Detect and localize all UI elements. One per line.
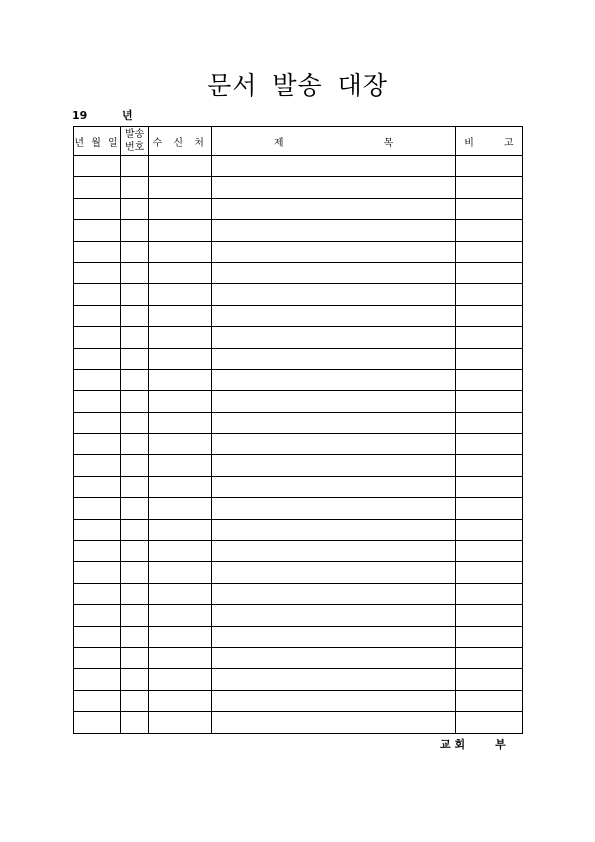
date-cell — [74, 262, 121, 283]
table-row — [74, 284, 523, 305]
number-cell — [121, 220, 149, 241]
number-cell — [121, 498, 149, 519]
number-cell — [121, 177, 149, 198]
number-cell — [121, 669, 149, 690]
number-cell — [121, 156, 149, 177]
date-cell — [74, 476, 121, 497]
number-cell — [121, 305, 149, 326]
header-note-right: 고 — [503, 137, 514, 149]
table-row — [74, 434, 523, 455]
date-cell — [74, 647, 121, 668]
date-cell — [74, 562, 121, 583]
header-recipient: 수 신 처 — [149, 127, 212, 156]
header-number-line2: 번호 — [124, 142, 145, 153]
subject-cell — [212, 391, 456, 412]
table-row — [74, 327, 523, 348]
number-cell — [121, 327, 149, 348]
table-row — [74, 647, 523, 668]
recipient-cell — [149, 583, 212, 604]
table-row — [74, 712, 523, 733]
recipient-cell — [149, 305, 212, 326]
note-cell — [455, 455, 522, 476]
number-cell — [121, 583, 149, 604]
note-cell — [455, 647, 522, 668]
note-cell — [455, 262, 522, 283]
note-cell — [455, 690, 522, 711]
number-cell — [121, 690, 149, 711]
header-subject-left: 제 — [273, 137, 284, 149]
subject-cell — [212, 198, 456, 219]
table-row — [74, 605, 523, 626]
subject-cell — [212, 562, 456, 583]
date-cell — [74, 669, 121, 690]
subject-cell — [212, 177, 456, 198]
note-cell — [455, 498, 522, 519]
recipient-cell — [149, 562, 212, 583]
subject-cell — [212, 284, 456, 305]
dispatch-ledger-table — [73, 126, 523, 734]
subject-cell — [212, 605, 456, 626]
date-cell — [74, 391, 121, 412]
date-cell — [74, 712, 121, 733]
recipient-cell — [149, 327, 212, 348]
number-cell — [121, 455, 149, 476]
note-cell — [455, 541, 522, 562]
number-cell — [121, 262, 149, 283]
header-note — [455, 127, 522, 156]
subject-cell — [212, 262, 456, 283]
number-cell — [121, 198, 149, 219]
recipient-cell — [149, 156, 212, 177]
note-cell — [455, 626, 522, 647]
footer-church: 교 회 — [440, 738, 466, 751]
recipient-cell — [149, 391, 212, 412]
subject-cell — [212, 669, 456, 690]
table-row — [74, 519, 523, 540]
subject-cell — [212, 712, 456, 733]
subject-cell — [212, 519, 456, 540]
date-cell — [74, 519, 121, 540]
table-row — [74, 220, 523, 241]
number-cell — [121, 519, 149, 540]
note-cell — [455, 327, 522, 348]
date-cell — [74, 220, 121, 241]
note-cell — [455, 241, 522, 262]
recipient-cell — [149, 647, 212, 668]
table-row — [74, 391, 523, 412]
date-cell — [74, 412, 121, 433]
recipient-cell — [149, 498, 212, 519]
note-cell — [455, 605, 522, 626]
header-subject-right: 목 — [383, 137, 394, 149]
table-row — [74, 583, 523, 604]
date-cell — [74, 498, 121, 519]
table-row — [74, 455, 523, 476]
number-cell — [121, 626, 149, 647]
header-subject — [212, 127, 456, 156]
recipient-cell — [149, 690, 212, 711]
subject-cell — [212, 498, 456, 519]
table-row — [74, 156, 523, 177]
date-cell — [74, 305, 121, 326]
date-cell — [74, 626, 121, 647]
number-cell — [121, 647, 149, 668]
note-cell — [455, 198, 522, 219]
date-cell — [74, 156, 121, 177]
date-cell — [74, 583, 121, 604]
date-cell — [74, 455, 121, 476]
number-cell — [121, 541, 149, 562]
date-cell — [74, 541, 121, 562]
subject-cell — [212, 476, 456, 497]
number-cell — [121, 241, 149, 262]
table-row — [74, 177, 523, 198]
subject-cell — [212, 434, 456, 455]
number-cell — [121, 391, 149, 412]
footer-church-dept — [440, 736, 506, 752]
number-cell — [121, 412, 149, 433]
note-cell — [455, 369, 522, 390]
subject-cell — [212, 541, 456, 562]
date-cell — [74, 177, 121, 198]
date-cell — [74, 369, 121, 390]
subject-cell — [212, 412, 456, 433]
header-dispatch-number — [121, 127, 149, 156]
number-cell — [121, 605, 149, 626]
table-row — [74, 262, 523, 283]
recipient-cell — [149, 712, 212, 733]
recipient-cell — [149, 348, 212, 369]
recipient-cell — [149, 412, 212, 433]
recipient-cell — [149, 669, 212, 690]
number-cell — [121, 476, 149, 497]
subject-cell — [212, 348, 456, 369]
recipient-cell — [149, 455, 212, 476]
note-cell — [455, 156, 522, 177]
recipient-cell — [149, 220, 212, 241]
recipient-cell — [149, 369, 212, 390]
ledger-body — [74, 156, 523, 734]
note-cell — [455, 391, 522, 412]
note-cell — [455, 562, 522, 583]
table-row — [74, 305, 523, 326]
subject-cell — [212, 241, 456, 262]
number-cell — [121, 369, 149, 390]
header-row — [74, 127, 523, 156]
recipient-cell — [149, 605, 212, 626]
subject-cell — [212, 369, 456, 390]
note-cell — [455, 434, 522, 455]
date-cell — [74, 434, 121, 455]
subject-cell — [212, 305, 456, 326]
note-cell — [455, 220, 522, 241]
recipient-cell — [149, 241, 212, 262]
recipient-cell — [149, 519, 212, 540]
date-cell — [74, 327, 121, 348]
subject-cell — [212, 455, 456, 476]
table-row — [74, 690, 523, 711]
recipient-cell — [149, 476, 212, 497]
year-suffix: 년 — [122, 109, 133, 122]
date-cell — [74, 241, 121, 262]
number-cell — [121, 562, 149, 583]
table-row — [74, 412, 523, 433]
year-line — [72, 107, 133, 123]
table-row — [74, 476, 523, 497]
date-cell — [74, 348, 121, 369]
table-row — [74, 541, 523, 562]
subject-cell — [212, 327, 456, 348]
note-cell — [455, 412, 522, 433]
recipient-cell — [149, 262, 212, 283]
number-cell — [121, 712, 149, 733]
table-row — [74, 498, 523, 519]
note-cell — [455, 669, 522, 690]
date-cell — [74, 690, 121, 711]
header-note-left: 비 — [464, 137, 474, 149]
recipient-cell — [149, 198, 212, 219]
subject-cell — [212, 156, 456, 177]
number-cell — [121, 434, 149, 455]
table-row — [74, 348, 523, 369]
table-row — [74, 198, 523, 219]
header-date: 년 월 일 — [74, 127, 121, 156]
footer-dept: 부 — [495, 738, 506, 751]
document-title: 문서 발송 대장 — [207, 71, 388, 100]
note-cell — [455, 583, 522, 604]
recipient-cell — [149, 541, 212, 562]
note-cell — [455, 348, 522, 369]
year-prefix: 19 — [72, 109, 88, 122]
note-cell — [455, 305, 522, 326]
subject-cell — [212, 690, 456, 711]
subject-cell — [212, 626, 456, 647]
subject-cell — [212, 647, 456, 668]
note-cell — [455, 712, 522, 733]
note-cell — [455, 476, 522, 497]
subject-cell — [212, 220, 456, 241]
recipient-cell — [149, 284, 212, 305]
table-row — [74, 669, 523, 690]
number-cell — [121, 348, 149, 369]
subject-cell — [212, 583, 456, 604]
table-row — [74, 562, 523, 583]
header-number-line1: 발송 — [124, 129, 145, 140]
note-cell — [455, 519, 522, 540]
date-cell — [74, 605, 121, 626]
recipient-cell — [149, 177, 212, 198]
note-cell — [455, 284, 522, 305]
table-row — [74, 626, 523, 647]
date-cell — [74, 284, 121, 305]
note-cell — [455, 177, 522, 198]
date-cell — [74, 198, 121, 219]
table-row — [74, 241, 523, 262]
number-cell — [121, 284, 149, 305]
recipient-cell — [149, 434, 212, 455]
table-row — [74, 369, 523, 390]
recipient-cell — [149, 626, 212, 647]
